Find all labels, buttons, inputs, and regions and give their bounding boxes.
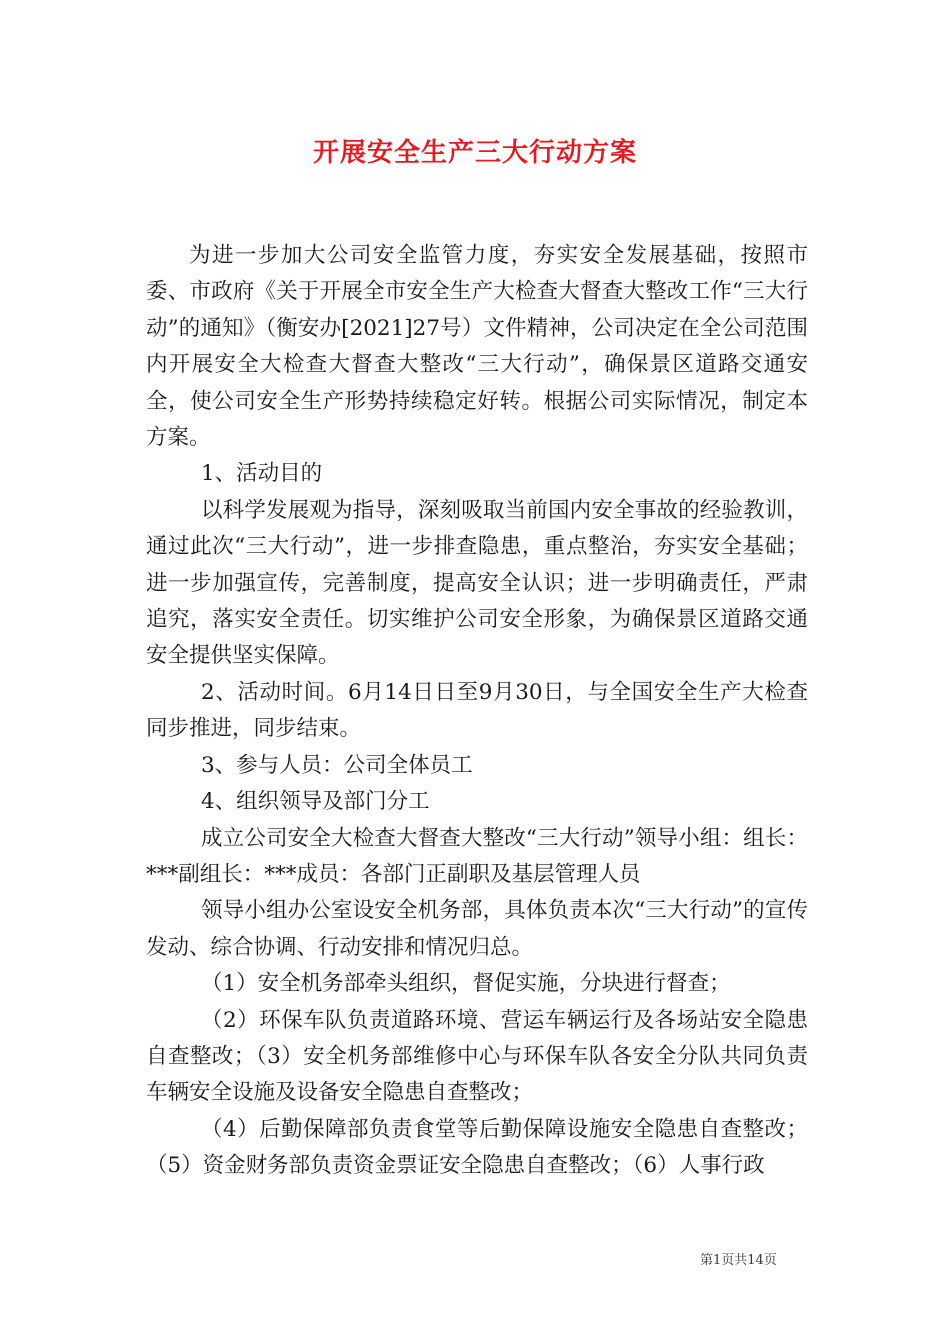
paragraph-leadership: 成立公司安全大检查大督查大整改“三大行动”领导小组：组长：***副组长：***成员：各部门正副职及基层管理人员 [146, 825, 808, 887]
paragraph-office: 领导小组办公室设安全机务部，具体负责本次“三大行动”的宣传发动、综合协调、行动安排和情况归总。 [146, 898, 808, 960]
paragraph-duty-1: （1）安全机务部牵头组织，督促实施，分块进行督查； [201, 971, 731, 997]
heading-organization: 4、组织领导及部门分工 [201, 789, 430, 815]
document-title: 开展安全生产三大行动方案 [312, 138, 637, 168]
paragraph-intro: 为进一步加大公司安全监管力度，夯实安全发展基础，按照市委、市政府《关于开展全市安全生产大检查大督查大整改工作“三大行动”的通知》（衡安办[2021]27号）文件精神，公司决定在全公司范围内开展安全大检查大督查大整改“三大行动”，确保景区道路交通安全，使公司安全生产形势持续稳定好转。根据公司实际情况，制定本方案。 [146, 243, 808, 451]
document-body [146, 238, 808, 1185]
paragraph-duty-2-3: （2）环保车队负责道路环境、营运车辆运行及各场站安全隐患自查整改；（3）安全机务部维修中心与环保车队各安全分队共同负责车辆安全设施及设备安全隐患自查整改； [146, 1007, 808, 1106]
page-number: 第1页共14页 [700, 1253, 777, 1268]
paragraph-duty-4-6: （4）后勤保障部负责食堂等后勤保障设施安全隐患自查整改；（5）资金财务部负责资金票证安全隐患自查整改；（6）人事行政 [146, 1116, 808, 1179]
heading-purpose: 1、活动目的 [201, 461, 323, 487]
paragraph-time: 2、活动时间。6月14日日至9月30日，与全国安全生产大检查同步推进，同步结束。 [146, 679, 808, 742]
paragraph-purpose: 以科学发展观为指导，深刻吸取当前国内安全事故的经验教训，通过此次“三大行动”，进一步排查隐患，重点整治，夯实安全基础；进一步加强宣传，完善制度，提高安全认识；进一步明确责任，严肃追究，落实安全责任。切实维护公司安全形象，为确保景区道路交通安全提供坚实保障。 [146, 497, 808, 669]
paragraph-participants: 3、参与人员：公司全体员工 [201, 752, 473, 778]
